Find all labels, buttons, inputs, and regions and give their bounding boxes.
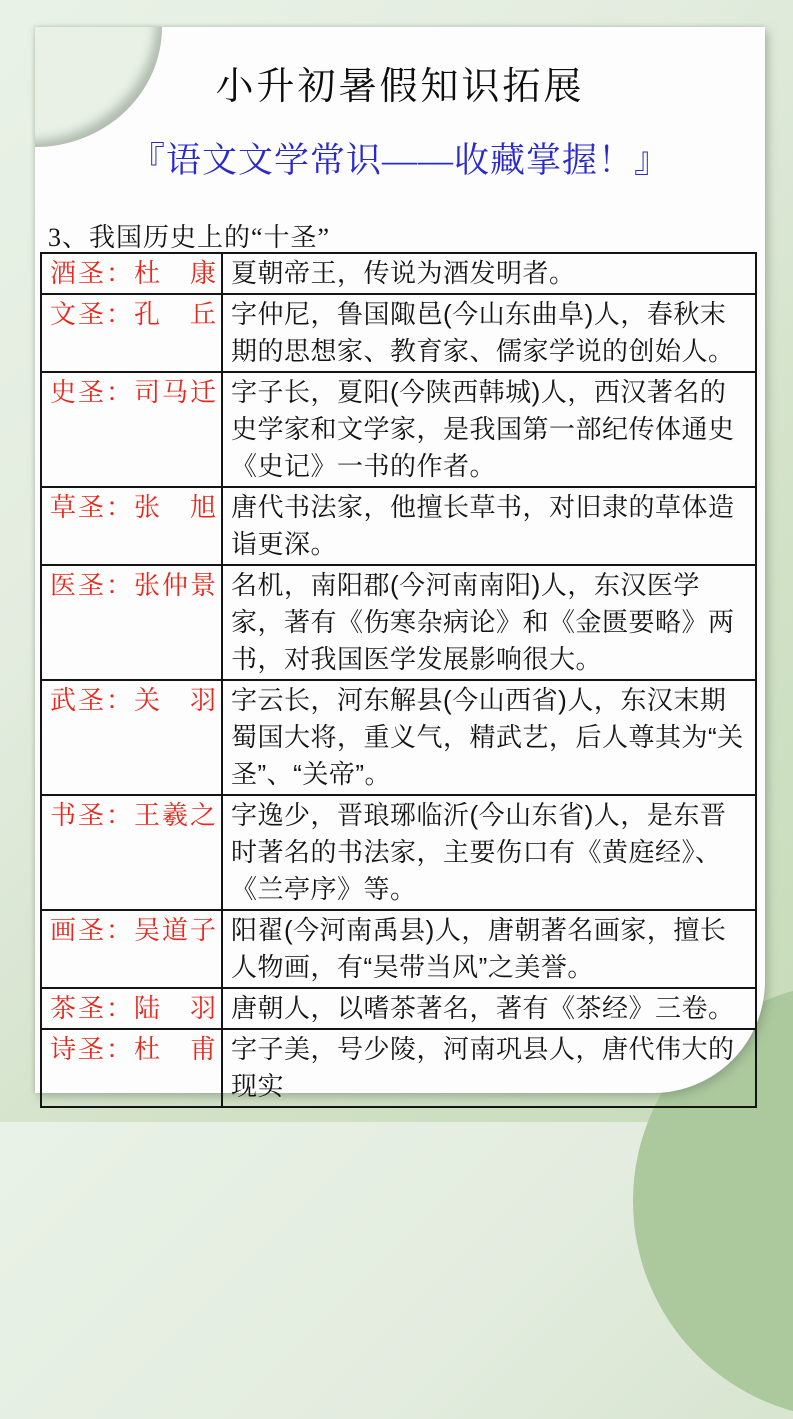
sage-description: 唐代书法家，他擅长草书，对旧隶的草体造诣更深。 — [222, 487, 756, 565]
table-row — [41, 795, 756, 910]
sage-description: 唐朝人，以嗜茶著名，著有《茶经》三卷。 — [222, 988, 756, 1029]
sage-description: 字仲尼，鲁国陬邑(今山东曲阜)人，春秋末期的思想家、教育家、儒家学说的创始人。 — [222, 294, 756, 372]
sage-description: 字子美，号少陵，河南巩县人，唐代伟大的现实 — [222, 1029, 756, 1107]
ten-sages-table — [40, 252, 757, 1108]
ten-sages-table-body — [41, 253, 756, 1107]
sage-label: 酒圣：杜 康 — [41, 253, 222, 294]
sage-label: 书圣：王羲之 — [41, 795, 222, 910]
table-row — [41, 910, 756, 988]
sage-label: 画圣：吴道子 — [41, 910, 222, 988]
table-row — [41, 487, 756, 565]
table-row — [41, 680, 756, 795]
page-title: 小升初暑假知识拓展 — [215, 66, 585, 108]
table-row — [41, 294, 756, 372]
sage-description: 字云长，河东解县(今山西省)人，东汉末期蜀国大将，重义气，精武艺，后人尊其为“关圣”、“关帝”。 — [222, 680, 756, 795]
sage-label: 医圣：张仲景 — [41, 565, 222, 680]
sage-label: 茶圣：陆 羽 — [41, 988, 222, 1029]
sage-label: 武圣：关 羽 — [41, 680, 222, 795]
sage-label: 诗圣：杜 甫 — [41, 1029, 222, 1107]
sage-label: 文圣：孔 丘 — [41, 294, 222, 372]
table-row — [41, 372, 756, 487]
paper-content — [35, 27, 765, 1101]
sage-description: 夏朝帝王，传说为酒发明者。 — [222, 253, 756, 294]
sage-description: 阳翟(今河南禹县)人，唐朝著名画家，擅长人物画，有“吴带当风”之美誉。 — [222, 910, 756, 988]
table-row — [41, 565, 756, 680]
sage-label: 草圣：张 旭 — [41, 487, 222, 565]
page-subtitle: 『语文文学常识——收藏掌握！』 — [129, 141, 670, 180]
sage-description: 字逸少，晋琅琊临沂(今山东省)人，是东晋时著名的书法家，主要伤口有《黄庭经》、《兰亭序》等。 — [222, 795, 756, 910]
table-row — [41, 253, 756, 294]
sage-description: 字子长，夏阳(今陕西韩城)人，西汉著名的史学家和文学家，是我国第一部纪传体通史《史记》一书的作者。 — [222, 372, 756, 487]
sage-label: 史圣：司马迁 — [41, 372, 222, 487]
sage-description: 名机，南阳郡(今河南南阳)人，东汉医学家，著有《伤寒杂病论》和《金匮要略》两书，对我国医学发展影响很大。 — [222, 565, 756, 680]
section-heading: 3、我国历史上的“十圣” — [48, 223, 331, 252]
table-row — [41, 1029, 756, 1107]
table-row — [41, 988, 756, 1029]
